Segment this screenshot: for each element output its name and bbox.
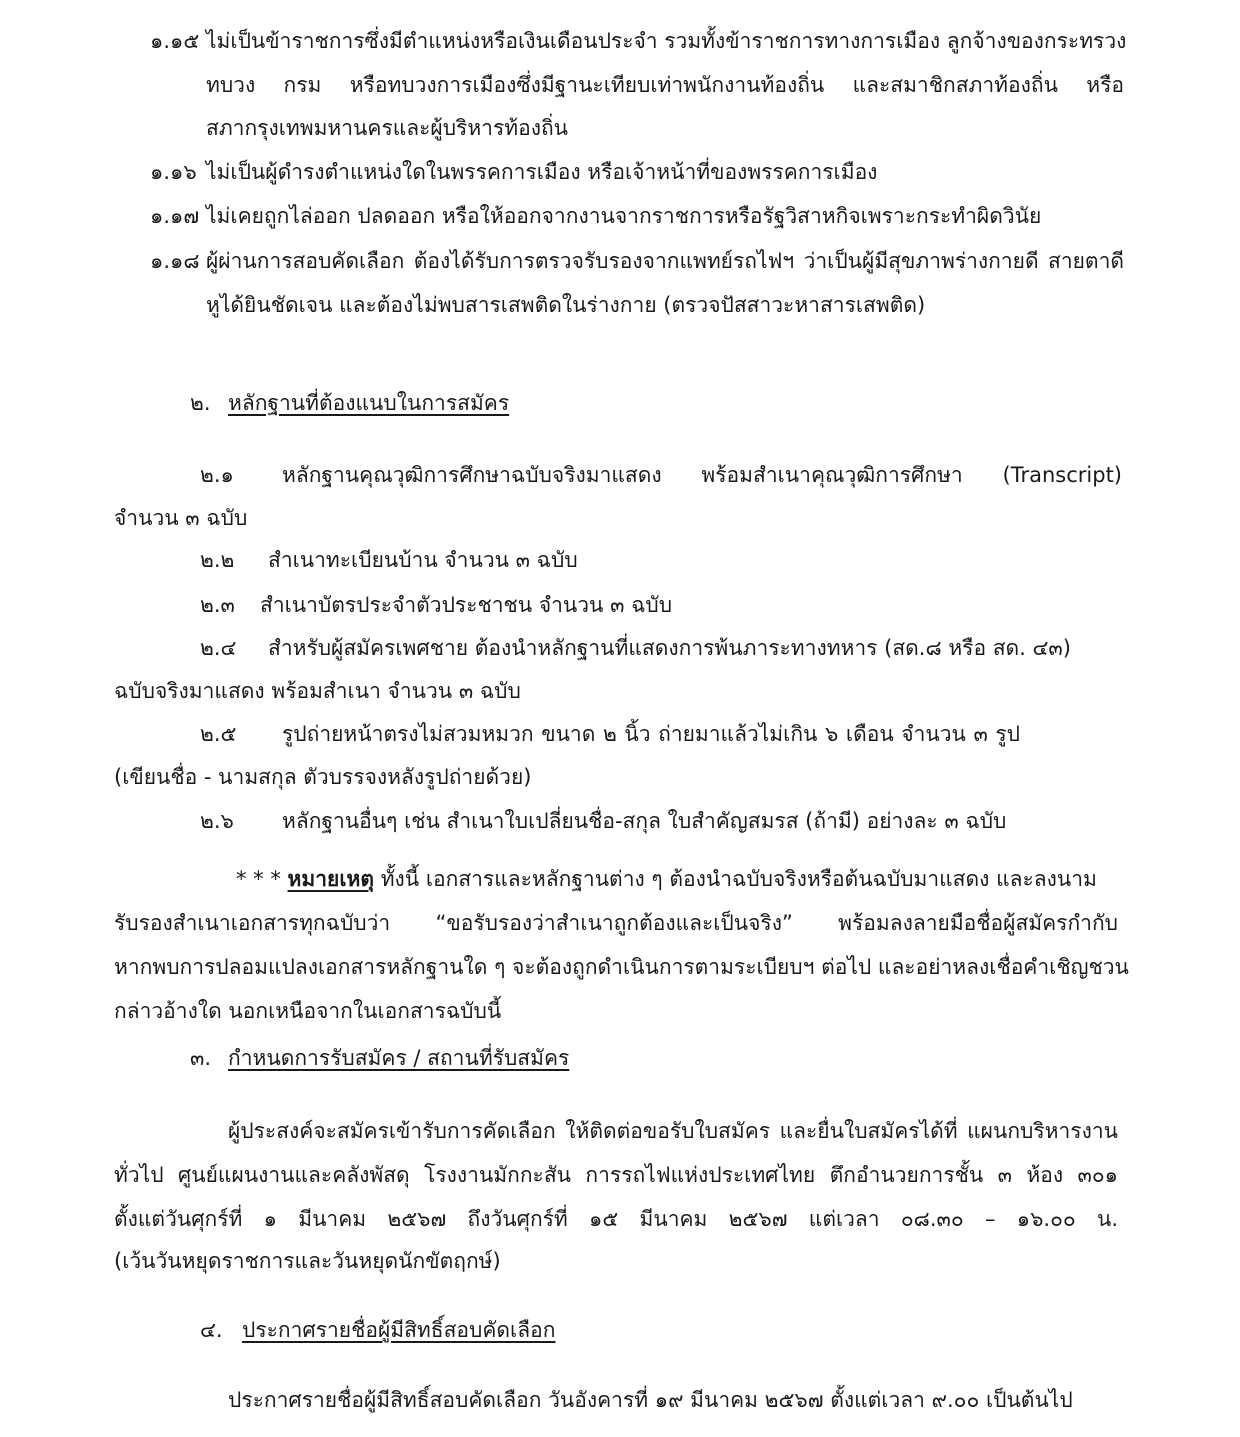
item-2-6-line-1: หลักฐานอื่นๆ เช่น สำเนาใบเปลี่ยนชื่อ-สกุล ใบสำคัญสมรส (ถ้ามี) อย่างละ ๓ ฉบับ xyxy=(282,809,1007,833)
item-2-2-line-1: สำเนาทะเบียนบ้าน จำนวน ๓ ฉบับ xyxy=(268,548,578,572)
item-1-15-line-3: สภากรุงเทพมหานครและผู้บริหารท้องถิ่น xyxy=(206,116,569,140)
section-4-number: ๔. xyxy=(200,1318,223,1342)
note-line-2: รับรองสำเนาเอกสารทุกฉบับว่า “ขอรับรองว่าสำเนาถูกต้องและเป็นจริง” พร้อมลงลายมือชื่อผู้สมัครกำกับ xyxy=(114,911,1118,935)
note-line-3: หากพบการปลอมแปลงเอกสารหลักฐานใด ๆ จะต้องถูกดำเนินการตามระเบียบฯ ต่อไป และอย่าหลงเชื่อคำเชิญชวน xyxy=(114,955,1129,979)
note-text-1: ทั้งนี้ เอกสารและหลักฐานต่าง ๆ ต้องนำฉบับจริงหรือต้นฉบับมาแสดง และลงนาม xyxy=(380,867,1097,891)
item-2-1-line-1: หลักฐานคุณวุฒิการศึกษาฉบับจริงมาแสดง พร้อมสำเนาคุณวุฒิการศึกษา (Transcript) xyxy=(282,463,1122,487)
item-1-17-number: ๑.๑๗ xyxy=(150,204,200,228)
section-3-line-4: (เว้นวันหยุดราชการและวันหยุดนักขัตฤกษ์) xyxy=(114,1249,501,1273)
item-2-1-line-2: จำนวน ๓ ฉบับ xyxy=(114,506,248,530)
item-1-16-number: ๑.๑๖ xyxy=(150,160,197,184)
note-label: หมายเหตุ xyxy=(287,867,374,891)
section-3-line-1: ผู้ประสงค์จะสมัครเข้ารับการคัดเลือก ให้ติดต่อขอรับใบสมัคร และยื่นใบสมัครได้ที่ แผนกบริหารงาน xyxy=(228,1119,1118,1143)
item-2-5-line-2: (เขียนชื่อ - นามสกุล ตัวบรรจงหลังรูปถ่ายด้วย) xyxy=(114,765,532,789)
section-2-heading: หลักฐานที่ต้องแนบในการสมัคร xyxy=(228,391,510,415)
item-1-18-line-2: หูได้ยินชัดเจน และต้องไม่พบสารเสพติดในร่างกาย (ตรวจปัสสาวะหาสารเสพติด) xyxy=(206,293,926,317)
section-2-number: ๒. xyxy=(190,391,211,415)
section-3-line-3: ตั้งแต่วันศุกร์ที่ ๑ มีนาคม ๒๕๖๗ ถึงวันศุกร์ที่ ๑๕ มีนาคม ๒๕๖๗ แต่เวลา ๐๘.๓๐ – ๑๖.๐๐ น. xyxy=(114,1207,1118,1231)
item-1-16-line-1: ไม่เป็นผู้ดำรงตำแหน่งใดในพรรคการเมือง หรือเจ้าหน้าที่ของพรรคการเมือง xyxy=(206,160,878,184)
note-line-1 xyxy=(236,864,1097,894)
item-1-15-line-2: ทบวง กรม หรือทบวงการเมืองซึ่งมีฐานะเทียบเท่าพนักงานท้องถิ่น และสมาชิกสภาท้องถิ่น หรือ xyxy=(206,73,1124,97)
item-1-15-number: ๑.๑๕ xyxy=(150,29,200,53)
item-2-5-line-1: รูปถ่ายหน้าตรงไม่สวมหมวก ขนาด ๒ นิ้ว ถ่ายมาแล้วไม่เกิน ๖ เดือน จำนวน ๓ รูป xyxy=(282,722,1020,746)
section-4-line-1: ประกาศรายชื่อผู้มีสิทธิ์สอบคัดเลือก วันอังคารที่ ๑๙ มีนาคม ๒๕๖๗ ตั้งแต่เวลา ๙.๐๐ เป็นต้นไป xyxy=(228,1388,1073,1412)
section-3-number: ๓. xyxy=(190,1046,212,1070)
section-3-line-2: ทั่วไป ศูนย์แผนงานและคลังพัสดุ โรงงานมักกะสัน การรถไฟแห่งประเทศไทย ตึกอำนวยการชั้น ๓ ห้อง ๓๐๑ xyxy=(114,1163,1118,1187)
item-1-15-line-1: ไม่เป็นข้าราชการซึ่งมีตำแหน่งหรือเงินเดือนประจำ รวมทั้งข้าราชการทางการเมือง ลูกจ้างของกระทรวง xyxy=(206,29,1127,53)
item-2-3-line-1: สำเนาบัตรประจำตัวประชาชน จำนวน ๓ ฉบับ xyxy=(260,593,673,617)
item-1-18-line-1: ผู้ผ่านการสอบคัดเลือก ต้องได้รับการตรวจรับรองจากแพทย์รถไฟฯ ว่าเป็นผู้มีสุขภาพร่างกายดี สายตาดี xyxy=(206,249,1124,273)
item-2-6-number: ๒.๖ xyxy=(200,809,234,833)
item-1-17-line-1: ไม่เคยถูกไล่ออก ปลดออก หรือให้ออกจากงานจากราชการหรือรัฐวิสาหกิจเพราะกระทำผิดวินัย xyxy=(206,204,1042,228)
item-2-2-number: ๒.๒ xyxy=(200,548,235,572)
section-4-heading: ประกาศรายชื่อผู้มีสิทธิ์สอบคัดเลือก xyxy=(242,1318,556,1342)
item-2-3-number: ๒.๓ xyxy=(200,593,235,617)
item-2-5-number: ๒.๕ xyxy=(200,722,237,746)
item-2-4-line-1: สำหรับผู้สมัครเพศชาย ต้องนำหลักฐานที่แสดงการพ้นภาระทางทหาร (สด.๘ หรือ สด. ๔๓) xyxy=(268,636,1071,660)
note-stars: * * * xyxy=(236,867,281,891)
item-2-1-number: ๒.๑ xyxy=(200,463,234,487)
item-2-4-number: ๒.๔ xyxy=(200,636,237,660)
note-line-4: กล่าวอ้างใด นอกเหนือจากในเอกสารฉบับนี้ xyxy=(114,999,502,1023)
item-1-18-number: ๑.๑๘ xyxy=(150,249,200,273)
item-2-4-line-2: ฉบับจริงมาแสดง พร้อมสำเนา จำนวน ๓ ฉบับ xyxy=(114,679,521,703)
section-3-heading: กำหนดการรับสมัคร / สถานที่รับสมัคร xyxy=(228,1046,570,1070)
